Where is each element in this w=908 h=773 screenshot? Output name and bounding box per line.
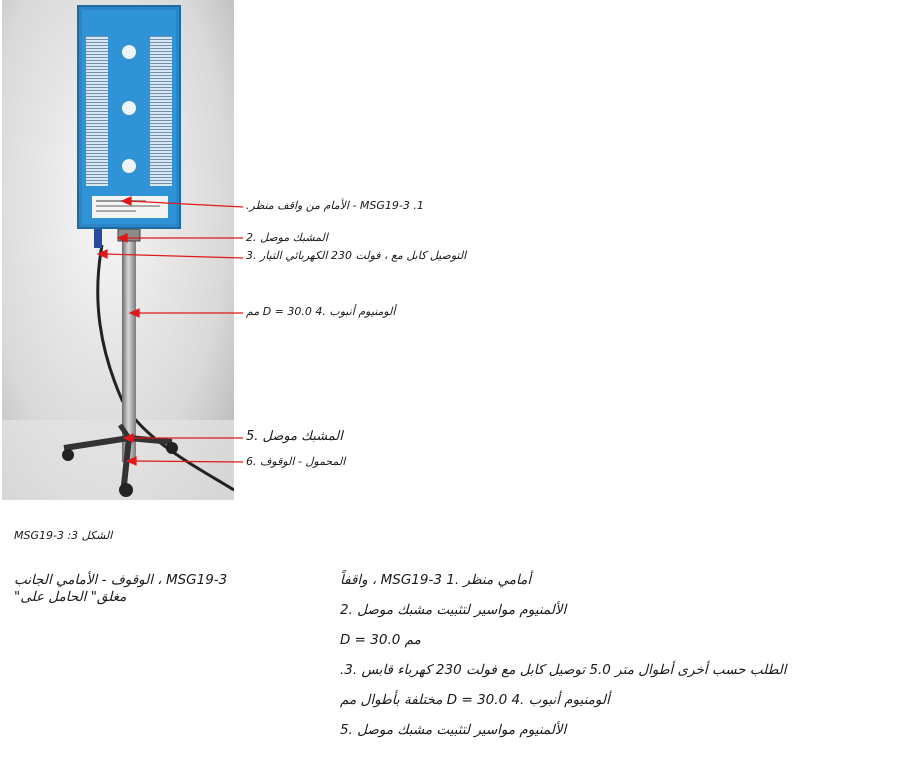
list-item: D = 30.0 مم bbox=[340, 632, 421, 648]
annotation-5: المشبك موصل .5 bbox=[246, 429, 343, 444]
annotation-2: المشبك موصل .2 bbox=[246, 231, 328, 244]
description-line: "مغلق" الحامل على bbox=[14, 589, 127, 605]
list-item: مختلفة بأطوال مم D = 30.0 ألومنيوم أنبوب .4 bbox=[340, 692, 610, 708]
list-item: الألمنيوم مواسير لتثبيت مشبك موصل .5 bbox=[340, 722, 567, 738]
list-item: واقفاً ، MSG19-3 أمامي منظر .1 bbox=[340, 572, 532, 588]
figure-caption: MSG19-3 :3 الشكل bbox=[14, 529, 113, 542]
list-item: .الطلب حسب أخرى أطوال متر 5.0 توصيل كابل مع فولت 230 كهرباء قابس .3 bbox=[340, 662, 787, 678]
annotation-4: مم D = 30.0 ألومنيوم أنبوب .4 bbox=[246, 305, 396, 318]
list-item: الألمنيوم مواسير لتثبيت مشبك موصل .2 bbox=[340, 602, 567, 618]
parts-list bbox=[340, 570, 900, 750]
figure-description-title bbox=[14, 572, 314, 606]
annotation-6: المحمول - الوقوف .6 bbox=[246, 455, 346, 468]
device-photo bbox=[2, 0, 234, 500]
description-line: الوقوف - الأمامي الجانب ، MSG19-3 bbox=[14, 572, 228, 588]
annotation-1: .الأمام من واقف منظر - MSG19-3 .1 bbox=[246, 199, 424, 212]
annotation-3: التوصيل كابل مع ، فولت 230 الكهربائي التيار .3 bbox=[246, 249, 467, 262]
